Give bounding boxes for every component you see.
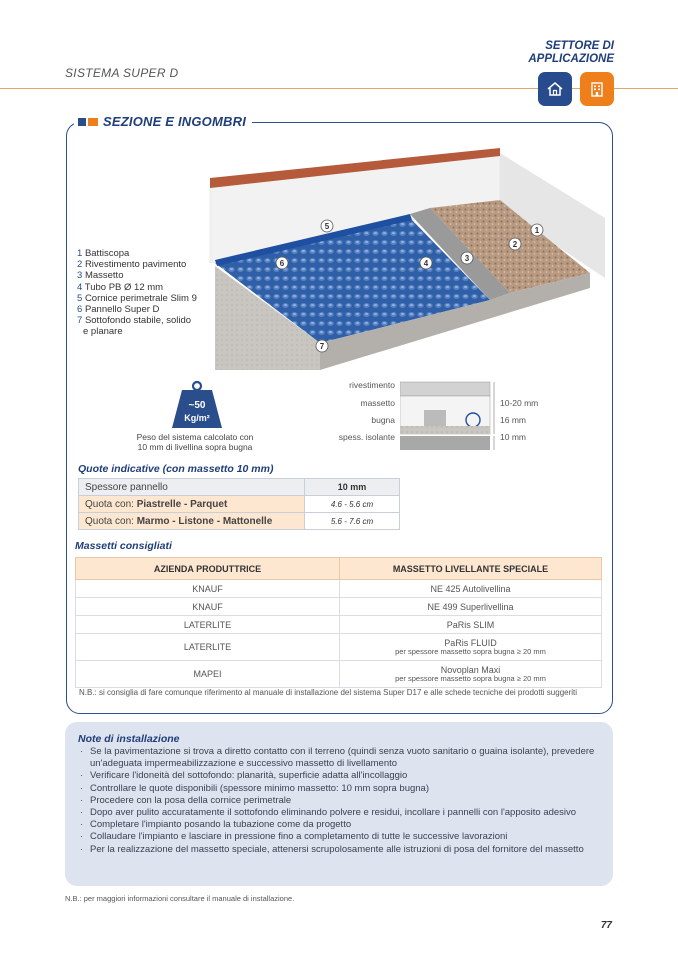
layer-label: bugna	[371, 415, 395, 425]
legend-item: 6 Pannello Super D	[77, 304, 160, 316]
list-item: · Se la pavimentazione si trova a diretto contatto con il terreno (quindi senza vuoto sanitario o guaina isolante), prevedere un'adeguata impermeabilizzazione e successivo massetto di livellamento	[78, 746, 601, 770]
heading-square-blue	[78, 118, 86, 126]
home-icon	[538, 72, 572, 106]
table-cell: 4.6 - 5.6 cm	[305, 496, 400, 513]
section-heading	[74, 114, 252, 129]
table-cell: 10 mm	[305, 479, 400, 496]
weight-caption-line1: Peso del sistema calcolato con	[136, 432, 254, 442]
layer-value: 16 mm	[500, 415, 526, 425]
table-cell: Quota con: Piastrelle - Parquet	[79, 496, 305, 513]
weight-icon	[170, 380, 224, 430]
table-cell: LATERLITE	[76, 616, 340, 634]
marker-5: 5	[324, 222, 330, 231]
table-cell: KNAUF	[76, 580, 340, 598]
marker-6: 6	[279, 259, 285, 268]
weight-unit: Kg/m²	[184, 413, 210, 423]
table-row	[76, 616, 602, 634]
table-row	[79, 513, 400, 530]
page-number: 77	[600, 920, 612, 931]
notes-list	[78, 746, 601, 856]
table-cell: 5.6 - 7.6 cm	[305, 513, 400, 530]
column-header: MASSETTO LIVELLANTE SPECIALE	[340, 558, 602, 580]
layer-cross-section	[330, 378, 550, 456]
table-cell: PaRis FLUID per spessore massetto sopra bugna ≥ 20 mm	[340, 634, 602, 661]
marker-4: 4	[423, 259, 429, 268]
layer-label: massetto	[360, 398, 395, 408]
list-item: · Completare l'impianto posando la tubazione come da progetto	[78, 819, 601, 831]
weight-caption-line2: 10 mm di livellina sopra bugna	[137, 442, 253, 452]
sector-title-line2: APPLICAZIONE	[528, 53, 614, 65]
table-cell: Quota con: Marmo - Listone - Mattonelle	[79, 513, 305, 530]
footer-note: N.B.: per maggiori informazioni consultare il manuale di installazione.	[65, 894, 295, 903]
legend-item: e planare	[83, 326, 123, 338]
layer-label: spess. isolante	[338, 432, 395, 442]
legend-item: 1 Battiscopa	[77, 248, 130, 259]
header-divider	[0, 88, 678, 89]
section-title: SEZIONE E INGOMBRI	[103, 114, 247, 129]
table-cell: NE 425 Autolivellina	[340, 580, 602, 598]
list-item: · Per la realizzazione del massetto speciale, attenersi scrupolosamente alle istruzioni di posa del fornitore del massetto	[78, 844, 601, 856]
table-row	[76, 661, 602, 688]
table-cell: Novoplan Maxi per spessore massetto sopra bugna ≥ 20 mm	[340, 661, 602, 688]
table-header-row	[76, 558, 602, 580]
list-item: · Dopo aver pulito accuratamente il sottofondo eliminando polvere e residui, incollare i pannelli con l'apposito adesivo	[78, 807, 601, 819]
legend-item: 2 Rivestimento pavimento	[77, 259, 187, 271]
massetti-table	[75, 557, 602, 688]
massetti-heading: Massetti consigliati	[75, 540, 172, 552]
massetti-note: N.B.: si consiglia di fare comunque riferimento al manuale di installazione del sistema Super D17 e alle schede tecniche dei prodotti suggeriti	[79, 688, 578, 697]
marker-2: 2	[512, 240, 518, 249]
table-row	[76, 634, 602, 661]
table-cell: MAPEI	[76, 661, 340, 688]
marker-1: 1	[534, 226, 540, 235]
heading-square-orange	[88, 118, 98, 126]
table-row	[79, 479, 400, 496]
list-item: · Collaudare l'impianto e lasciare in pressione fino a completamento di tutte le successive lavorazioni	[78, 831, 601, 843]
list-item: · Procedere con la posa della cornice perimetrale	[78, 795, 601, 807]
table-cell: PaRis SLIM	[340, 616, 602, 634]
layer-value: 10-20 mm	[500, 398, 539, 408]
sector-title-line1: SETTORE DI	[545, 40, 614, 52]
installation-notes	[65, 722, 613, 886]
table-cell: KNAUF	[76, 598, 340, 616]
quote-table	[78, 478, 400, 530]
sector-title	[528, 40, 614, 66]
table-row	[79, 496, 400, 513]
building-icon	[580, 72, 614, 106]
list-item: · Verificare l'idoneità del sottofondo: planarità, superficie adatta all'incollaggio	[78, 770, 601, 782]
floor-section-illustration	[200, 148, 605, 370]
legend-item: 3 Massetto	[77, 270, 124, 282]
weight-caption	[118, 432, 272, 452]
marker-3: 3	[464, 254, 470, 263]
layer-diagram	[400, 380, 498, 456]
notes-title: Note di installazione	[78, 733, 180, 745]
layer-label: rivestimento	[349, 380, 395, 390]
legend-item: 5 Cornice perimetrale Slim 9	[77, 292, 197, 304]
table-cell: Spessore pannello	[79, 479, 305, 496]
weight-value: ~50	[188, 400, 206, 411]
quote-heading: Quote indicative (con massetto 10 mm)	[78, 463, 274, 475]
table-row	[76, 598, 602, 616]
column-header: AZIENDA PRODUTTRICE	[76, 558, 340, 580]
list-item: · Controllare le quote disponibili (spessore minimo massetto: 10 mm sopra bugna)	[78, 783, 601, 795]
legend-item: 7 Sottofondo stabile, solido	[77, 315, 192, 327]
table-row	[76, 580, 602, 598]
table-cell: NE 499 Superlivellina	[340, 598, 602, 616]
system-title: SISTEMA SUPER D	[65, 66, 179, 80]
layer-value: 10 mm	[500, 432, 526, 442]
legend-item: 4 Tubo PB Ø 12 mm	[77, 281, 164, 293]
marker-7: 7	[319, 342, 325, 351]
table-cell: LATERLITE	[76, 634, 340, 661]
component-legend	[77, 248, 197, 338]
